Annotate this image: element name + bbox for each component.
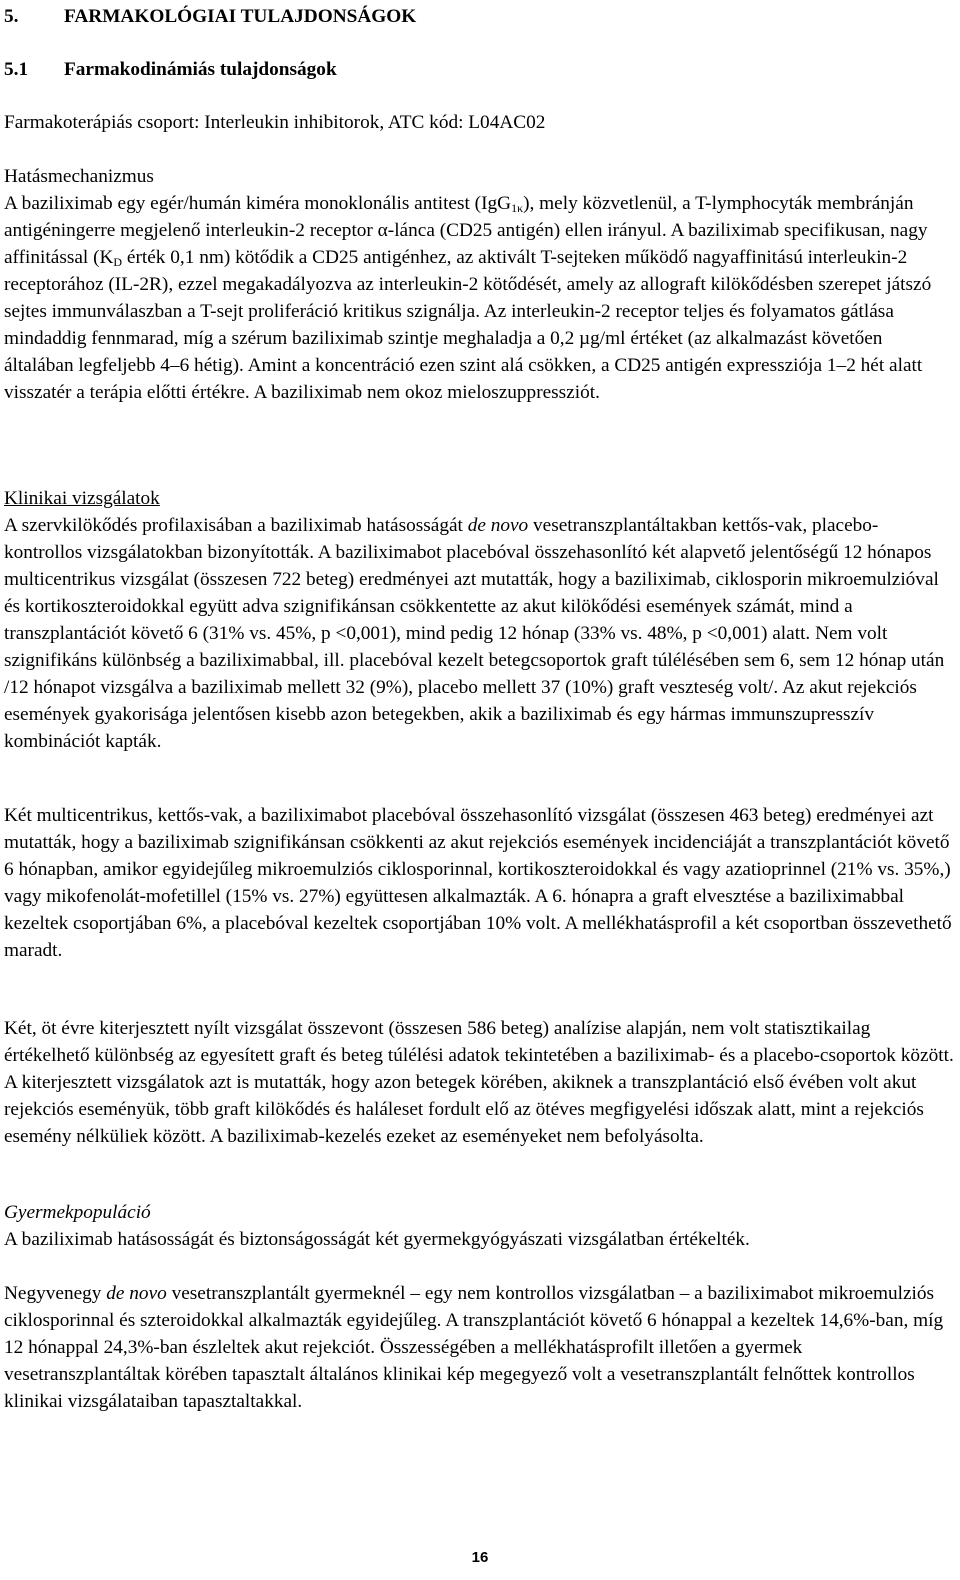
page-number: 16 [471,1549,489,1566]
igg-subscript: 1κ [511,201,524,215]
mechanism-text-1: A baziliximab egy egér/humán kiméra monoklonális antitest (IgG [4,193,512,214]
clinical-paragraph-2-block [4,802,956,964]
subsection-heading [4,56,337,83]
subsection-number: 5.1 [4,59,29,80]
clinical-heading: Klinikai vizsgálatok [4,488,160,509]
pediatric-p2-start: Negyvenegy [4,1283,107,1304]
subsection-title: Farmakodinámiás tulajdonságok [64,59,337,80]
pediatric-p2-end: vesetranszplantált gyermeknél – egy nem kontrollos vizsgálatban – a baziliximabot mikroemulziós ciklosporinnal és szteroidokkal alkalmazták egyidejűleg. A transzplantációt követő 6 hónappal a kezeltek 14,6%-ban, míg 12 hónappal 24,3%-ban észleltek akut rejekciót. Összességében a mellékhatásprofilt illetően a gyermek vesetranszplantáltak körében tapasztalt általános klinikai kép megegyező volt a vesetranszplantált felnőttek kontrollos klinikai vizsgálataiban tapasztaltakkal. [4,1283,944,1412]
clinical-paragraph-2: Két multicentrikus, kettős-vak, a baziliximabot placebóval összehasonlító vizsgálat (összesen 463 beteg) eredményei azt mutatták, hogy a baziliximab szignifikánsan csökkenti az akut rejekciós események incidenciáját a transzplantációt követő 6 hónapban, amikor egyidejűleg mikroemulziós ciklosporinnal, kortikoszteroidokkal és vagy azatioprinnel (21% vs. 35%,) vagy mikofenolát-mofetillel (15% vs. 27%) együttesen alkalmazták. A 6. hónapra a graft elvesztése a baziliximabbal kezeltek csoportjában 6%, a placebóval kezeltek csoportjában 10% volt. A mellékhatásprofil a két csoportban összevethető maradt. [4,805,952,961]
pharmacotherapeutic-group-block [4,109,956,136]
mechanism-text-3: érték 0,1 nm) kötődik a CD25 antigénhez, az aktivált T-sejteken működő nagyaffinitású interleukin-2 receptorához (IL-2R), ezzel megakadályozva az interleukin-2 kötődését, amely az allograft kilökődésben szerepet játszó sejtes immunválaszban a T-sejt proliferáció kritikus szignálja. Az interleukin-2 receptor teljes és folyamatos gátlása mindaddig fennmarad, míg a szérum baziliximab szintje meghaladja a 0,2 µg/ml értéket (az alkalmazást követően általában legfeljebb 4–6 hétig). Amint a koncentráció ezen szint alá csökken, a CD25 antigén expressziója 1–2 hét alatt visszatér a terápia előtti értékre. A baziliximab nem okoz mieloszuppressziót. [4,247,932,403]
clinical-paragraph-1 [4,512,956,755]
kd-subscript: D [113,255,123,269]
pediatric-heading: Gyermekpopuláció [4,1202,151,1223]
pediatric-paragraph-1: A baziliximab hatásosságát és biztonságosságát két gyermekgyógyászati vizsgálatban értékelték. [4,1229,750,1250]
pediatric-p2-italic: de novo [106,1283,167,1304]
mechanism-paragraph [4,190,956,406]
mechanism-heading: Hatásmechanizmus [4,166,154,187]
pediatric-section [4,1199,956,1253]
mechanism-text-2: ), mely közvetlenül, a T-lymphocyták membránján antigéningerre megjelenő interleukin-2 receptor α-lánca (CD25 antigén) ellen irányul. A baziliximab specifikusan, nagy affinitással (K [4,193,928,268]
clinical-p1-end: vesetranszplantáltakban kettős-vak, placebo-kontrollos vizsgálatokban bizonyították. A baziliximabot placebóval összehasonlító két alapvető jelentőségű 12 hónapos multicentrikus vizsgálat (összesen 722 beteg) eredményei azt mutatták, hogy a baziliximab, ciklosporin mikroemulzióval és kortikoszteroidokkal együtt adva szignifikánsan csökkentette az akut kilökődési események számát, mind a transzplantációt követő 6 (31% vs. 45%, p <0,001), mind pedig 12 hónap (33% vs. 48%, p <0,001) alatt. Nem volt szignifikáns különbség a baziliximabbal, ill. placebóval kezelt betegcsoportok graft túlélésében sem 6, sem 12 hónap után /12 hónapot vizsgálva a baziliximab mellett 32 (9%), placebo mellett 37 (10%) graft veszteség volt/. Az akut rejekciós események gyakorisága jelentősen kisebb azon betegekben, akik a baziliximab és egy hármas immunszupresszív kombinációt kapták. [4,515,945,752]
clinical-paragraph-3: Két, öt évre kiterjesztett nyílt vizsgálat összevont (összesen 586 beteg) analízise alapján, nem volt statisztikailag értékelhető különbség az egyesített graft és beteg túlélési adatok tekintetében a baziliximab- és a placebo-csoportok között. A kiterjesztett vizsgálatok azt is mutatták, hogy azon betegek körében, akiknek a transzplantáció első évében volt akut rejekciós eseményük, több graft kilökődés és haláleset fordult elő az ötéves megfigyelési időszak alatt, mint a rejekciós esemény nélküliek között. A baziliximab-kezelés ezeket az eseményeket nem befolyásolta. [4,1018,954,1147]
clinical-p1-start: A szervkilökődés profilaxisában a baziliximab hatásosságát [4,515,468,536]
pharmacotherapeutic-group: Farmakoterápiás csoport: Interleukin inhibitorok, ATC kód: L04AC02 [4,112,546,133]
pediatric-paragraph-2 [4,1280,956,1415]
section-number: 5. [4,6,19,27]
section-title: FARMAKOLÓGIAI TULAJDONSÁGOK [64,6,417,27]
pediatric-paragraph-2-block [4,1280,956,1415]
mechanism-section [4,163,956,406]
section-heading [4,3,416,30]
clinical-p1-italic: de novo [467,515,529,536]
clinical-section [4,485,956,755]
clinical-paragraph-3-block [4,1015,956,1150]
